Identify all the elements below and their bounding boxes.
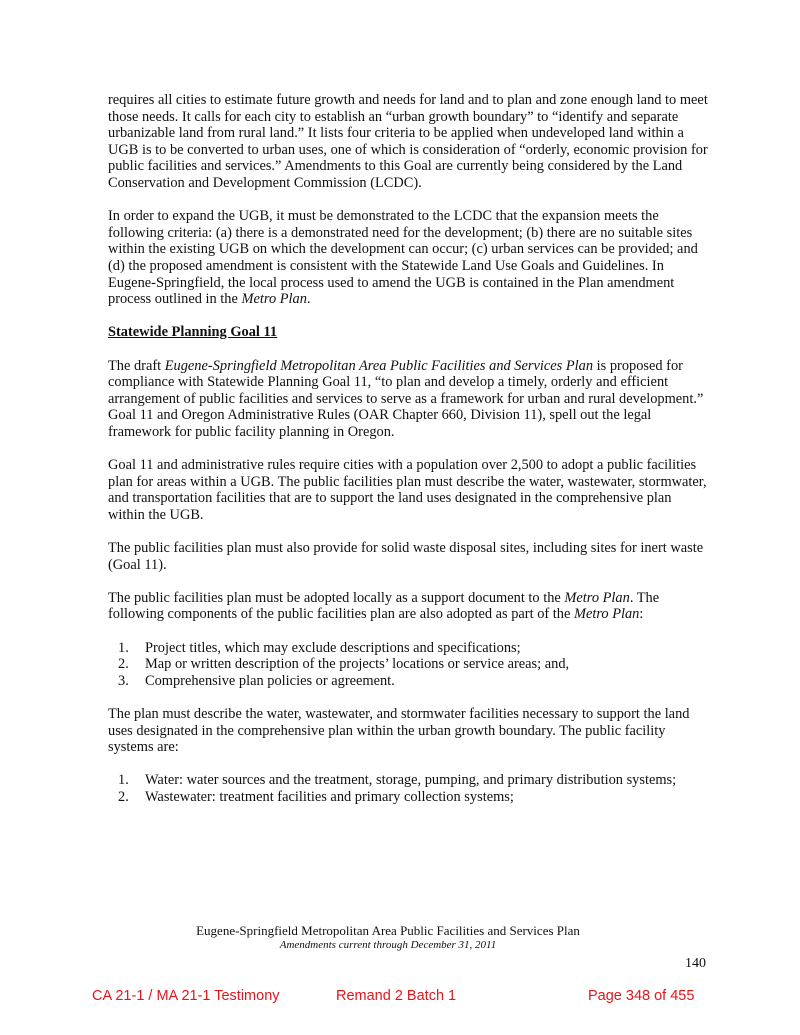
list-item: 1. Water: water sources and the treatment, storage, pumping, and primary distribution systems; xyxy=(118,772,677,789)
paragraph-goal14-ugb: requires all cities to estimate future growth and needs for land and to plan and zone enough land to meet those needs. It calls for each city to establish an “urban growth boundary” to “identify and separate urbanizable land from rural land.” It lists four criteria to be applied when undeveloped land within a UGB is to be converted to urban uses, one of which is consideration of “orderly, economic provision for public facilities and services.” Amendments to this Goal are currently being considered by the Land Conservation and Development Commission (LCDC). xyxy=(108,92,708,191)
paragraph-solid-waste: The public facilities plan must also provide for solid waste disposal sites, including sites for inert waste (Goal 11). xyxy=(108,540,704,573)
stamp-page-count: Page 348 of 455 xyxy=(588,988,695,1004)
paragraph-adoption: The public facilities plan must be adopted locally as a support document to the Metro Plan. The following components of the public facilities plan are also adopted as part of the Metro Plan: xyxy=(108,589,660,623)
footer-title: Eugene-Springfield Metropolitan Area Public Facilities and Services Plan xyxy=(196,923,580,938)
list-item: 1. Project titles, which may exclude descriptions and specifications; xyxy=(118,639,521,656)
document-body xyxy=(108,92,708,822)
section-heading-goal-11: Statewide Planning Goal 11 xyxy=(108,324,278,341)
paragraph-ugb-expansion: In order to expand the UGB, it must be demonstrated to the LCDC that the expansion meets the following criteria: (a) there is a demonstrated need for the development; (b) there are no suitable sites within the existing UGB on which the development can occur; (c) urban services can be provided; and (d) the proposed amendment is consistent with the Statewide Land Use Goals and Guidelines. In Eugene-Springfield, the local process used to amend the UGB is contained in the Plan amendment process outlined in the Metro Plan. xyxy=(108,208,698,308)
facility-systems-list xyxy=(108,772,708,805)
list-item: 2. Map or written description of the projects’ locations or service areas; and, xyxy=(118,656,570,673)
paragraph-draft-plan: The draft Eugene-Springfield Metropolitan Area Public Facilities and Services Plan is proposed for compliance with Statewide Planning Goal 11, “to plan and develop a timely, orderly and efficient arrangement of public facilities and services to serve as a framework for urban and rural development.” Goal 11 and Oregon Administrative Rules (OAR Chapter 660, Division 11), spell out the legal framework for public facility planning in Oregon. xyxy=(108,357,704,440)
list-item: 2. Wastewater: treatment facilities and primary collection systems; xyxy=(118,788,514,805)
footer-subtitle: Amendments current through December 31, 2011 xyxy=(279,939,497,951)
list-item: 3. Comprehensive plan policies or agreement. xyxy=(118,672,395,689)
page-number: 140 xyxy=(685,956,706,971)
paragraph-admin-rules: Goal 11 and administrative rules require cities with a population over 2,500 to adopt a public facilities plan for areas within a UGB. The public facilities plan must describe the water, wastewater, stormwater, and transportation facilities that are to support the land uses designated in the comprehensive plan within the UGB. xyxy=(108,457,707,523)
stamp-batch-label: Remand 2 Batch 1 xyxy=(336,988,457,1004)
components-list xyxy=(108,640,708,690)
paragraph-facility-systems: The plan must describe the water, wastewater, and stormwater facilities necessary to support the land uses designated in the comprehensive plan within the urban growth boundary. The public facility systems are: xyxy=(108,705,690,756)
stamp-testimony-label: CA 21-1 / MA 21-1 Testimony xyxy=(92,988,280,1004)
